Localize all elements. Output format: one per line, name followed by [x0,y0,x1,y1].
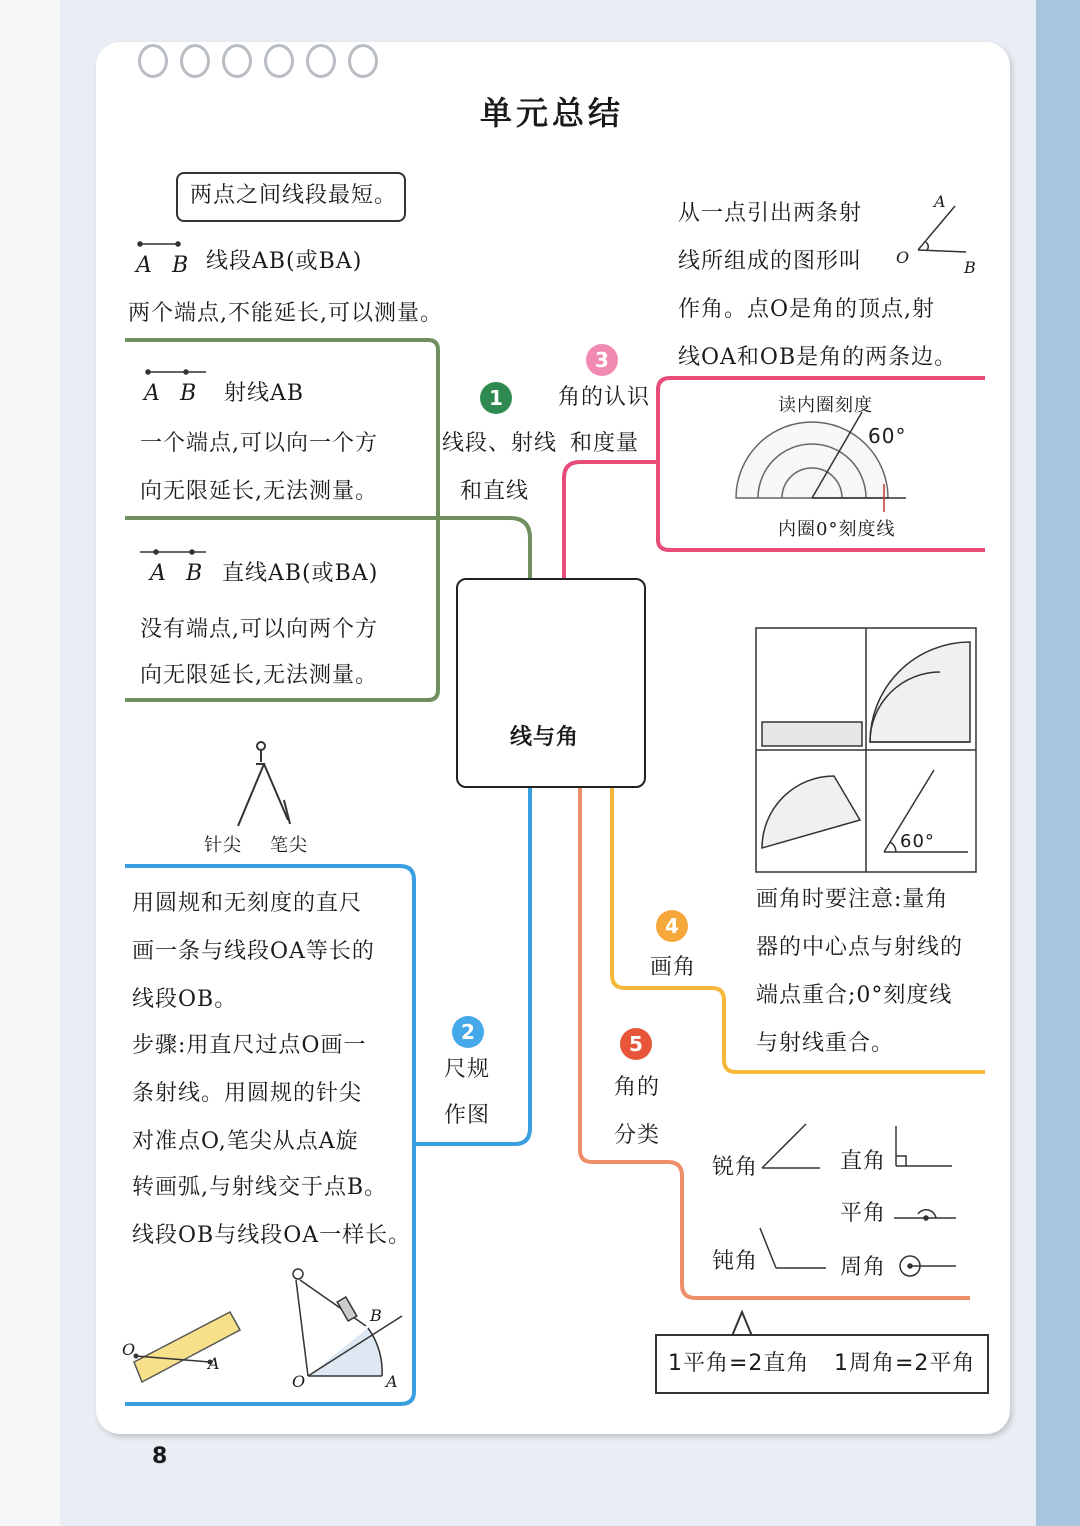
ruler-figure [134,1312,241,1382]
drawn-angle-value: 60° [900,831,935,852]
compass-icon [238,742,290,826]
ruler-fig-o: O [122,1340,137,1359]
line-symbol [140,550,206,554]
inner-zero-line: 内圈0°刻度线 [778,519,896,540]
ruler-fig-a: A [208,1354,221,1373]
ray-desc-2: 向无限延长,无法测量。 [140,479,378,504]
protractor-angle-value: 60° [868,424,907,448]
obtuse-angle-label: 钝角 [712,1249,759,1274]
angle-def-1: 从一点引出两条射 [678,201,863,226]
ray-point-b: B [180,381,198,406]
center-node [456,578,646,788]
compass-needle-label: 针尖 [204,835,242,856]
angle-def-3: 作角。点O是角的顶点,射 [678,297,936,322]
construction-line-1: 用圆规和无刻度的直尺 [132,891,363,916]
draw-note-4: 与射线重合。 [756,1031,895,1056]
section2-title-1: 尺规 [444,1057,491,1082]
arc-fig-a: A [386,1372,399,1391]
angle-label-b: B [964,258,977,277]
page-title: 单元总结 [480,94,625,132]
acute-angle-label: 锐角 [712,1155,759,1180]
angle-def-4: 线OA和OB是角的两条边。 [678,345,958,370]
ray-point-a: A [144,381,161,406]
angle-label-o: O [896,248,911,267]
badge-4: 4 [656,910,688,942]
badge-1: 1 [480,382,512,414]
draw-note-1: 画角时要注意:量角 [756,887,949,912]
ray-desc-1: 一个端点,可以向一个方 [140,431,378,456]
construction-line-2: 画一条与线段OA等长的 [132,939,375,964]
compass-pen-label: 笔尖 [270,835,308,856]
tip-text: 两点之间线段最短。 [190,183,398,208]
section4-title: 画角 [650,955,697,980]
page-number: 8 [152,1444,168,1469]
section3-title-1: 角的认识 [558,385,651,410]
read-inner-scale: 读内圈刻度 [778,395,873,416]
construction-line-4: 步骤:用直尺过点O画一 [132,1033,367,1058]
section1-title-1: 线段、射线 [442,431,558,456]
line-point-a: A [150,561,167,586]
section3-title-2: 和度量 [570,431,640,456]
construction-line-8: 线段OB与线段OA一样长。 [132,1223,412,1248]
segment-desc: 两个端点,不能延长,可以测量。 [128,301,443,326]
line-point-b: B [186,561,204,586]
line-desc-2: 向无限延长,无法测量。 [140,663,378,688]
straight-angle-label: 平角 [840,1201,887,1226]
construction-line-7: 转画弧,与射线交于点B。 [132,1175,388,1200]
arc-fig-o: O [292,1372,307,1391]
badge-2: 2 [452,1016,484,1048]
angle-def-2: 线所组成的图形叫 [678,249,863,274]
obtuse-angle-figure [760,1228,826,1268]
segment-label: 线段AB(或BA) [206,249,363,274]
right-angle-label: 直角 [840,1149,887,1174]
arc-fig-b: B [370,1306,383,1325]
section5-title-2: 分类 [614,1123,661,1148]
construction-line-3: 线段OB。 [132,987,238,1012]
line-desc-1: 没有端点,可以向两个方 [140,617,378,642]
straight-angle-figure [894,1210,956,1220]
formula-pointer [732,1312,752,1336]
formula-straight: 1平角=2直角 [668,1351,810,1376]
angle-drawing-steps [756,628,976,872]
angle-label-a: A [934,192,947,211]
compass-arc-figure [293,1269,402,1376]
pink-branch-stem [564,462,658,578]
ray-symbol [146,370,206,374]
construction-line-6: 对准点O,笔尖从点A旋 [132,1129,359,1154]
badge-3: 3 [586,344,618,376]
construction-line-5: 条射线。用圆规的针尖 [132,1081,363,1106]
section5-title-1: 角的 [614,1075,661,1100]
right-angle-figure [896,1126,952,1166]
line-label: 直线AB(或BA) [222,561,379,586]
formula-full: 1周角=2平角 [834,1351,976,1376]
center-label: 线与角 [510,725,580,750]
section2-title-2: 作图 [444,1103,491,1128]
segment-point-a: A [136,253,153,278]
ray-label: 射线AB [224,381,305,406]
blue-branch-stem [414,784,530,1144]
full-angle-label: 周角 [840,1255,887,1280]
full-angle-figure [900,1256,956,1276]
acute-angle-figure [762,1124,820,1168]
section1-title-2: 和直线 [460,479,530,504]
draw-note-2: 器的中心点与射线的 [756,935,964,960]
badge-5: 5 [620,1028,652,1060]
segment-symbol [138,242,180,246]
segment-point-b: B [172,253,190,278]
draw-note-3: 端点重合;0°刻度线 [756,983,953,1008]
